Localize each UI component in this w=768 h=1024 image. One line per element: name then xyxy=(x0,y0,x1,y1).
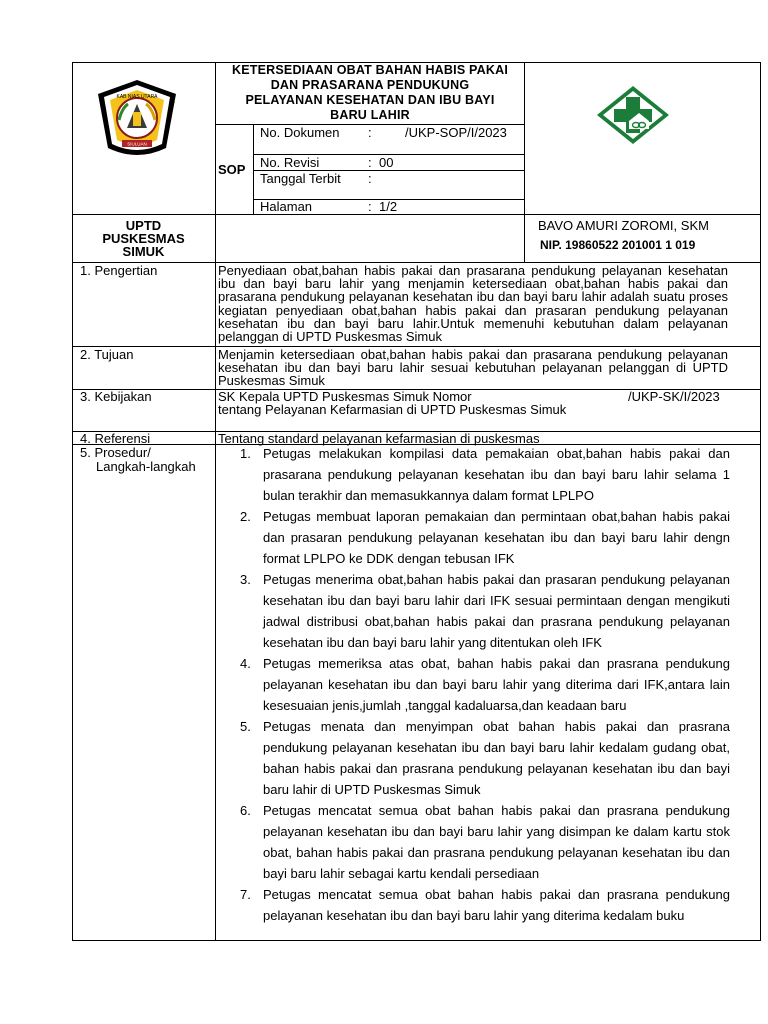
step-number: 1. xyxy=(240,446,251,461)
signer-nip: NIP. 19860522 201001 1 019 xyxy=(540,238,696,252)
procedure-steps xyxy=(240,443,730,926)
text-kebijakan-line1-left: SK Kepala UPTD Puskesmas Simuk Nomor xyxy=(218,389,472,404)
label-kebijakan: 3. Kebijakan xyxy=(80,389,152,404)
step-text: Petugas menata dan menyimpan obat bahan habis pakai dan prasrana pendukung pelayanan kesehatan ibu dan bayi baru lahir kedalam gudang obat, bahan habis pakai dan prasrana pendukung pelayanan kesehatan ibu dan bayi baru lahir di UPTD Puskesmas Simuk xyxy=(263,719,730,797)
border-right xyxy=(760,62,761,940)
doc-row-label-4: Halaman xyxy=(260,199,313,214)
text-kebijakan-line1-right: /UKP-SK/I/2023 xyxy=(628,389,720,404)
border-left xyxy=(72,62,73,940)
step-text: Petugas memeriksa atas obat, bahan habis pakai dan prasrana pendukung pelayanan kesehatan ibu dan bayi baru lahir yang diterima dari IFK,antara lain kesesuaian jenis,jumlah ,tanggal kadaluarsa,dan keadaan baru xyxy=(263,656,730,713)
doc-row-label-2: No. Revisi xyxy=(260,155,320,170)
doc-row-sep-4: : xyxy=(368,199,372,214)
label-prosedur-2: Langkah-langkah xyxy=(96,459,196,474)
step-number: 5. xyxy=(240,719,251,734)
label-prosedur-1: 5. Prosedur/ xyxy=(80,445,151,460)
procedure-step xyxy=(240,653,730,716)
sop-label: SOP xyxy=(218,162,246,177)
text-kebijakan-line2: tentang Pelayanan Kefarmasian di UPTD Puskesmas Simuk xyxy=(218,402,567,417)
title-line-1: KETERSEDIAAN OBAT BAHAN HABIS PAKAI xyxy=(232,63,508,77)
step-text: Petugas mencatat semua obat bahan habis pakai dan prasrana pendukung pelayanan kesehatan ibu dan bayi baru lahir yang diterima kedalam buku xyxy=(263,887,730,923)
org-line-3: SIMUK xyxy=(122,244,165,259)
procedure-step xyxy=(240,569,730,653)
green-cross-icon xyxy=(589,85,677,145)
divider-title-logo xyxy=(524,62,525,262)
org-line-1: UPTD xyxy=(125,218,162,233)
doc-row-value-4: 1/2 xyxy=(379,199,398,214)
header-bottom xyxy=(72,214,761,215)
document-title xyxy=(216,63,524,123)
org-line-2: PUSKESMAS xyxy=(102,231,185,246)
org-name xyxy=(72,219,215,258)
regional-emblem-logo xyxy=(92,78,182,160)
text-referensi: Tentang standard pelayanan kefarmasian di puskesmas xyxy=(218,431,540,446)
body-divider xyxy=(215,262,216,940)
procedure-step xyxy=(240,443,730,506)
title-line-2: DAN PRASARANA PENDUKUNG xyxy=(270,78,470,92)
step-number: 3. xyxy=(240,572,251,587)
step-number: 2. xyxy=(240,509,251,524)
procedure-step xyxy=(240,800,730,884)
text-tujuan: Menjamin ketersediaan obat,bahan habis pakai dan prasarana pendukung pelayanan kesehatan ibu dan bayi baru lahir sesuai kebutuhan pelayanan pelanggan di UPTD Puskesmas Simuk xyxy=(218,347,728,389)
title-line-3: PELAYANAN KESEHATAN DAN IBU BAYI xyxy=(245,93,495,107)
doc-row-sep-1: : xyxy=(368,125,372,140)
emblem-icon xyxy=(92,78,182,160)
step-text: Petugas menerima obat,bahan habis pakai dan prasaran pendukung pelayanan kesehatan ibu dan bayi baru lahir dari IFK sesuai permintaan dengan mengikuti jadwal distribusi obat,bahan habis pakai dan prasrana pendukung pelayanan kesehatan ibu dan bayi baru lahir yang ditentukan oleh IFK xyxy=(263,572,730,650)
step-number: 4. xyxy=(240,656,251,671)
procedure-step xyxy=(240,884,730,926)
step-text: Petugas membuat laporan pemakaian dan permintaan obat,bahan habis pakai dan prasaran pendukung pelayanan kesehatan ibu dan bayi baru lahir dengn format LPLPO ke DDK dengan tebusan IFK xyxy=(263,509,730,566)
label-referensi: 4. Referensi xyxy=(80,431,151,446)
doc-row-value-1: /UKP-SOP/I/2023 xyxy=(405,125,507,140)
step-number: 6. xyxy=(240,803,251,818)
procedure-step xyxy=(240,716,730,800)
border-bottom xyxy=(72,940,761,941)
label-pengertian: 1. Pengertian xyxy=(80,263,158,278)
text-pengertian: Penyediaan obat,bahan habis pakai dan prasarana pendukung pelayanan kesehatan ibu dan bayi baru lahir yang menjamin ketersediaan obat,bahan habis pakai dan prasarana pendukung pelayanan kesehatan ibu dan bayi baru lahir adalah suatu proses kegiatan penyediaan obat,bahan habis pakai dan prasaran pendukung pelayanan kesehatan ibu dan bayi baru lahir.Untuk memenuhi kebutuhan dalam pelayanan pelanggan di UPTD Puskesmas Simuk xyxy=(218,263,728,345)
doc-row-label-3: Tanggal Terbit xyxy=(260,171,341,186)
title-line-4: BARU LAHIR xyxy=(330,108,410,122)
doc-row-sep-3: : xyxy=(368,171,372,186)
doc-row-label-1: No. Dokumen xyxy=(260,125,340,140)
procedure-step xyxy=(240,506,730,569)
doc-row-sep-2: : xyxy=(368,155,372,170)
step-text: Petugas mencatat semua obat bahan habis pakai dan prasrana pendukung pelayanan kesehatan ibu dan bayi baru lahir yang disimpan ke dalam kartu stok obat, bahan habis pakai dan prasrana pendukung pelayanan kesehatan ibu dan bayi baru lahir sebagai kartu kendali persediaan xyxy=(263,803,730,881)
step-number: 7. xyxy=(240,887,251,902)
svg-text:KAB NIAS UTARA: KAB NIAS UTARA xyxy=(116,94,158,100)
step-text: Petugas melakukan kompilasi data pemakaian obat,bahan habis pakai dan prasarana pendukung pelayanan kesehatan ibu dan bayi baru lahir selama 1 bulan terakhir dan memasukkannya dalam format LPLPO xyxy=(263,446,730,503)
svg-text:SIULUAN: SIULUAN xyxy=(127,141,147,147)
doc-row-value-2: 00 xyxy=(379,155,394,170)
signer-name: BAVO AMURI ZOROMI, SKM xyxy=(538,218,709,233)
puskesmas-logo xyxy=(589,85,677,145)
label-tujuan: 2. Tujuan xyxy=(80,347,134,362)
